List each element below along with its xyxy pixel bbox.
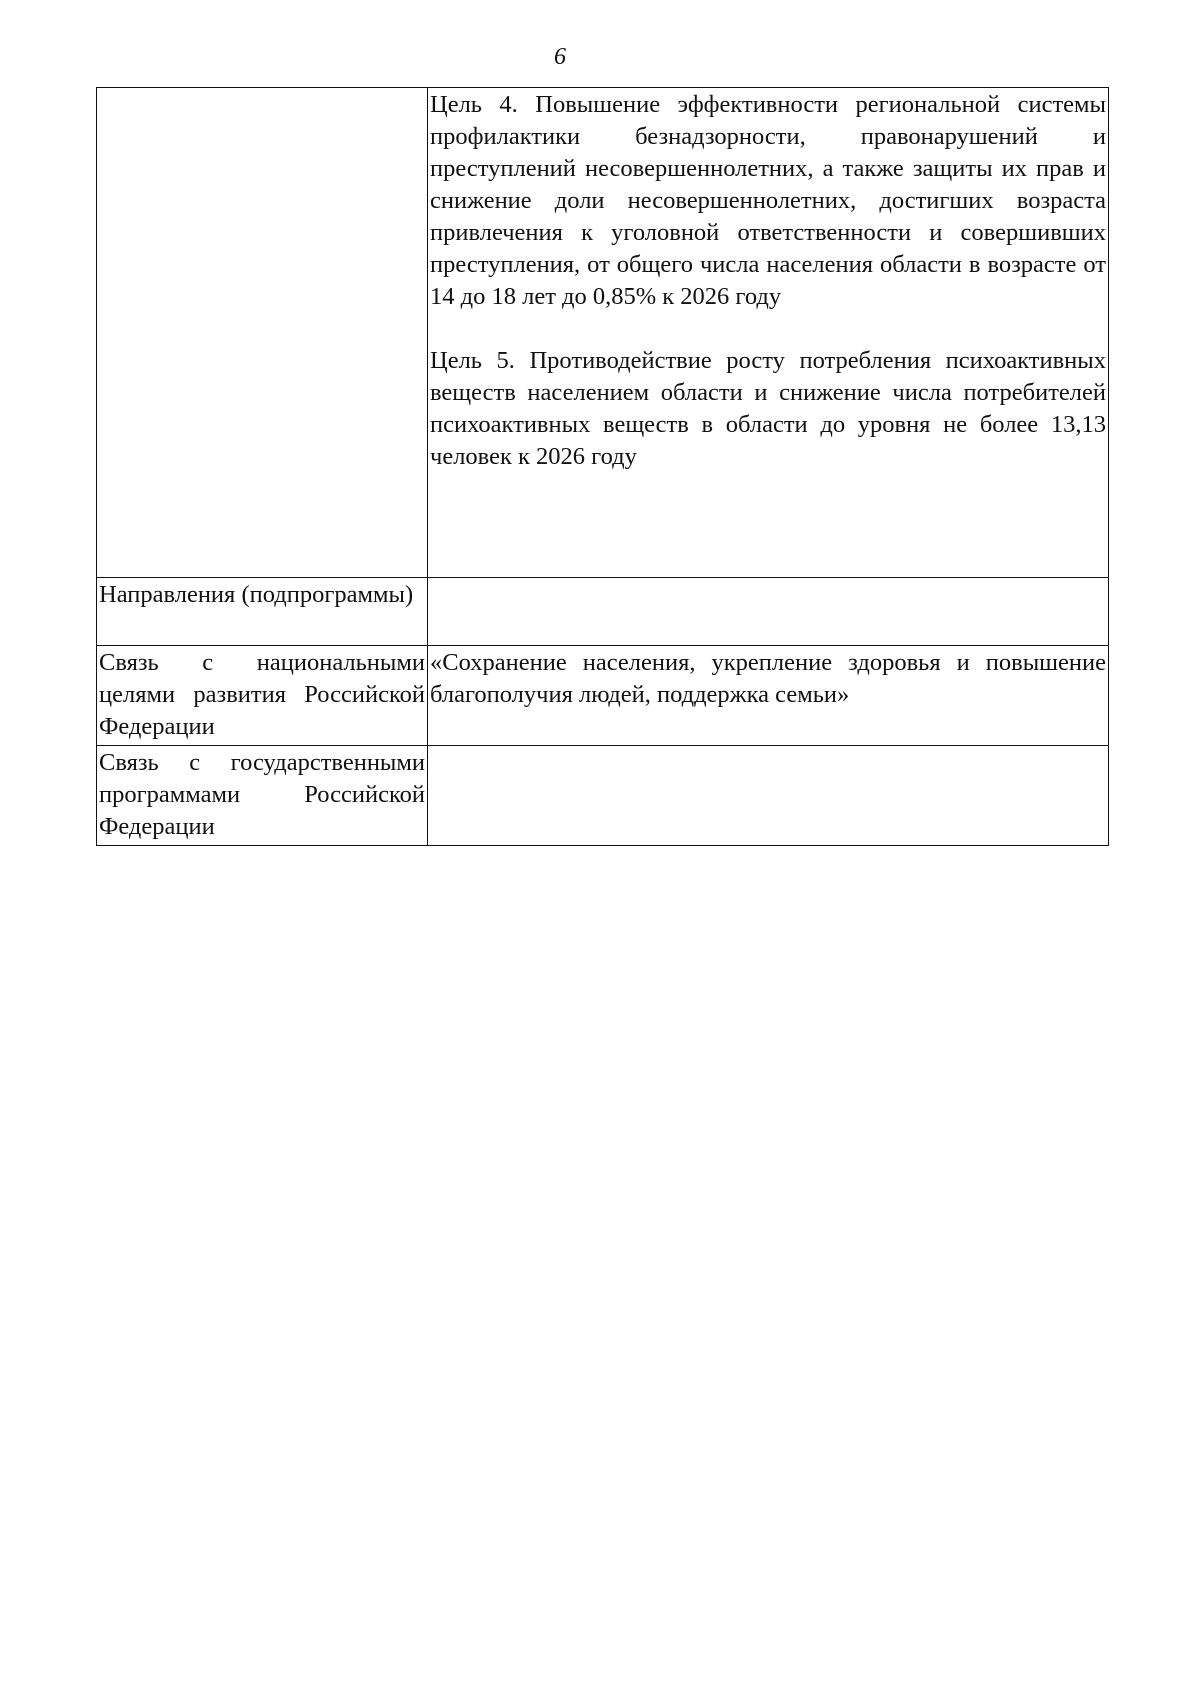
- goal-4-text: Цель 4. Повышение эффективности региональной системы профилактики безнадзорности, правонарушений и преступлений несовершеннолетних, а также защиты их прав и снижение доли несовершеннолетних, достигших возраста привлечения к уголовной ответственности и совершивших преступления, от общего числа населения области в возрасте от 14 до 18 лет до 0,85% к 2026 году: [430, 91, 1106, 310]
- table-row-state-programs: [97, 746, 1109, 846]
- passport-table: [96, 87, 1109, 846]
- table-row-national-goals: [97, 646, 1109, 746]
- page-number: 6: [554, 44, 566, 70]
- national-goals-label: Связь с национальными целями развития Российской Федерации: [97, 646, 428, 746]
- state-programs-label: Связь с государственными программами Российской Федерации: [97, 746, 428, 846]
- goals-value-cell: [428, 88, 1109, 578]
- table-row-goals: [97, 88, 1109, 578]
- table-row-directions: [97, 578, 1109, 646]
- goal-spacer: [430, 313, 1106, 345]
- directions-value: [428, 578, 1109, 646]
- goals-label-cell: [97, 88, 428, 578]
- national-goals-value: «Сохранение населения, укрепление здоровья и повышение благополучия людей, поддержка семьи»: [428, 646, 1109, 746]
- state-programs-value: [428, 746, 1109, 846]
- goal-5-text: Цель 5. Противодействие росту потребления психоактивных веществ населением области и снижение числа потребителей психоактивных веществ в области до уровня не более 13,13 человек к 2026 году: [430, 347, 1106, 470]
- directions-label: Направления (подпрограммы): [97, 578, 428, 646]
